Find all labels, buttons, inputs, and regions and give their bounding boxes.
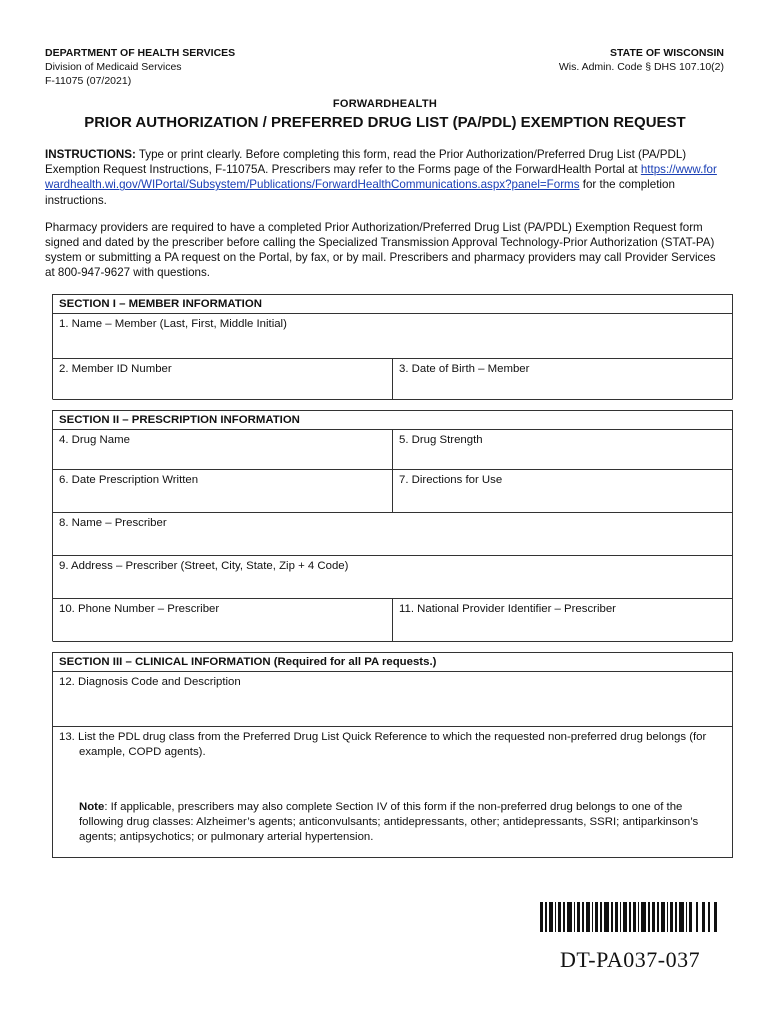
exemption-form — [52, 294, 733, 858]
program-name: FORWARDHEALTH — [332, 98, 438, 110]
drug-name-field[interactable] — [53, 430, 392, 469]
member-name-field[interactable] — [53, 314, 732, 358]
prescriber-phone-label: 10. Phone Number – Prescriber — [59, 603, 220, 615]
department-name: DEPARTMENT OF HEALTH SERVICES — [45, 47, 236, 59]
member-id-field[interactable] — [53, 359, 392, 399]
drug-class-label: 13. List the PDL drug class from the Preferred Drug List Quick Reference to which the requested non-preferred drug belongs (for example, COPD agents). — [59, 731, 707, 758]
diagnosis-label: 12. Diagnosis Code and Description — [59, 676, 241, 688]
row-member-id — [53, 358, 732, 399]
member-dob-label: 3. Date of Birth – Member — [399, 363, 530, 375]
division-name: Division of Medicaid Services — [45, 61, 182, 73]
section-gap — [52, 399, 733, 410]
instructions-text-2: for the completion instructions. — [45, 178, 675, 207]
prescriber-phone-field[interactable] — [53, 599, 392, 641]
instructions-paragraph-2: Pharmacy providers are required to have a completed Prior Authorization/Preferred Drug List (PA/PDL) Exemption Request form signed and dated by the prescriber before calling the Specialized Transmission Approval Technology-Prior Authorization (STAT-PA) system or submitting a PA request on the Portal, by fax, or by mail. Prescribers and pharmacy providers may call Provider Services at 800-947-9627 with questions. — [45, 220, 716, 280]
admin-code: Wis. Admin. Code § DHS 107.10(2) — [558, 61, 724, 73]
drug-strength-field[interactable] — [392, 430, 732, 469]
row-drug-class — [53, 726, 732, 857]
row-member-name — [53, 313, 732, 358]
section-gap — [52, 641, 733, 652]
drug-class-note — [59, 800, 726, 845]
state-name: STATE OF WISCONSIN — [610, 47, 724, 59]
header-left — [45, 46, 235, 88]
prescriber-npi-field[interactable] — [392, 599, 732, 641]
date-written-field[interactable] — [53, 470, 392, 512]
directions-field[interactable] — [392, 470, 732, 512]
date-written-label: 6. Date Prescription Written — [59, 474, 199, 486]
instructions — [45, 147, 725, 293]
note-text: : If applicable, prescribers may also complete Section IV of this form if the non-preferred drug belongs to one of the following drug classes: Alzheimer’s agents; anticonvulsants; antidepressants, other; antidepressants, SSRI; antiparkinson’s agents; antipsychotics; or pulmonary arterial hypertension. — [79, 801, 699, 843]
form-title: PRIOR AUTHORIZATION / PREFERRED DRUG LIST (PA/PDL) EXEMPTION REQUEST — [84, 114, 686, 131]
diagnosis-field[interactable] — [53, 672, 732, 726]
section-3-heading: SECTION III – CLINICAL INFORMATION (Required for all PA requests.) — [53, 652, 732, 671]
prescriber-address-label: 9. Address – Prescriber (Street, City, State, Zip + 4 Code) — [59, 560, 349, 572]
row-drug — [53, 429, 732, 469]
section-2-heading: SECTION II – PRESCRIPTION INFORMATION — [53, 410, 732, 429]
member-name-label: 1. Name – Member (Last, First, Middle Initial) — [59, 318, 287, 330]
barcode-image — [540, 902, 720, 932]
document-id: DT-PA037-037 — [560, 947, 701, 972]
prescriber-name-field[interactable] — [53, 513, 732, 555]
header-right — [559, 46, 724, 74]
instructions-text-1: Type or print clearly. Before completing this form, read the Prior Authorization/Preferred Drug List (PA/PDL) Exemption Request Instructions, F-11075A. Prescribers may refer to the Forms page of the ForwardHealth Portal at — [45, 148, 687, 177]
instructions-paragraph-1 — [45, 147, 725, 208]
row-prescriber-address — [53, 555, 732, 598]
member-dob-field[interactable] — [392, 359, 732, 399]
drug-class-field[interactable] — [53, 727, 732, 857]
drug-name-label: 4. Drug Name — [59, 434, 130, 446]
instructions-label: INSTRUCTIONS: — [45, 148, 136, 161]
forms-page-link[interactable]: https://www.forwardhealth.wi.gov/WIPortal/Subsystem/Publications/ForwardHealthCommunications.aspx?panel=Forms — [45, 163, 717, 192]
row-prescriber-contact — [53, 598, 732, 641]
form-number: F-11075 (07/2021) — [45, 75, 132, 87]
row-prescription — [53, 469, 732, 512]
member-id-label: 2. Member ID Number — [59, 363, 172, 375]
drug-strength-label: 5. Drug Strength — [399, 434, 483, 446]
prescriber-name-label: 8. Name – Prescriber — [59, 517, 167, 529]
section-1-heading: SECTION I – MEMBER INFORMATION — [53, 294, 732, 313]
note-label: Note — [79, 801, 105, 813]
row-prescriber-name — [53, 512, 732, 555]
row-diagnosis — [53, 671, 732, 726]
prescriber-npi-label: 11. National Provider Identifier – Prescriber — [399, 603, 616, 615]
directions-label: 7. Directions for Use — [399, 474, 503, 486]
prescriber-address-field[interactable] — [53, 556, 732, 598]
